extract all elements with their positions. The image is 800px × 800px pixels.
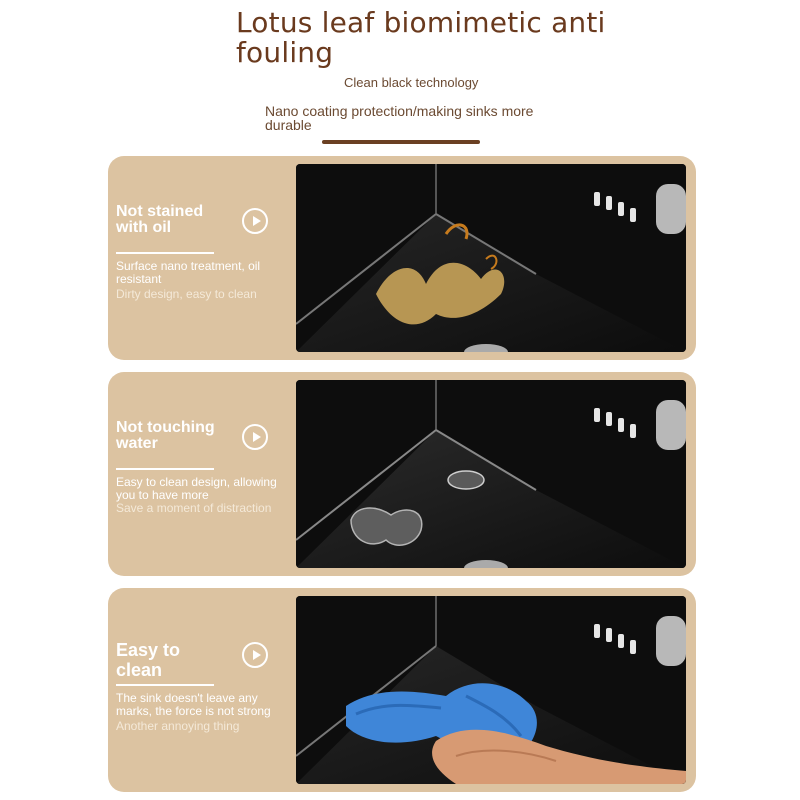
divider (116, 252, 214, 254)
feature-heading: Not touching water (116, 419, 215, 452)
feature-description-secondary: Dirty design, easy to clean (116, 287, 257, 301)
sink-photo-oil (296, 164, 686, 352)
play-icon[interactable] (242, 208, 268, 234)
feature-heading: Not stained with oil (116, 203, 204, 236)
divider (116, 468, 214, 470)
feature-description: Surface nano treatment, oil resistant (116, 259, 261, 286)
feature-card-water (108, 372, 696, 576)
feature-description: The sink doesn't leave any marks, the force is not strong (116, 691, 271, 718)
feature-description-secondary: Save a moment of distraction (116, 501, 272, 515)
sink-photo-cloth (296, 596, 686, 784)
subtitle-durable: Nano coating protection/making sinks more durable (265, 103, 534, 133)
play-icon[interactable] (242, 642, 268, 668)
divider (116, 684, 214, 686)
title-underline (322, 140, 480, 144)
feature-description: Easy to clean design, allowing you to have more (116, 475, 277, 502)
play-icon[interactable] (242, 424, 268, 450)
feature-card-oil (108, 156, 696, 360)
feature-description-secondary: Another annoying thing (116, 719, 240, 733)
page-title: Lotus leaf biomimetic anti fouling (236, 6, 606, 69)
feature-card-clean (108, 588, 696, 792)
sink-photo-water (296, 380, 686, 568)
subtitle-tech: Clean black technology (344, 75, 479, 90)
feature-heading: Easy to clean (116, 640, 181, 680)
